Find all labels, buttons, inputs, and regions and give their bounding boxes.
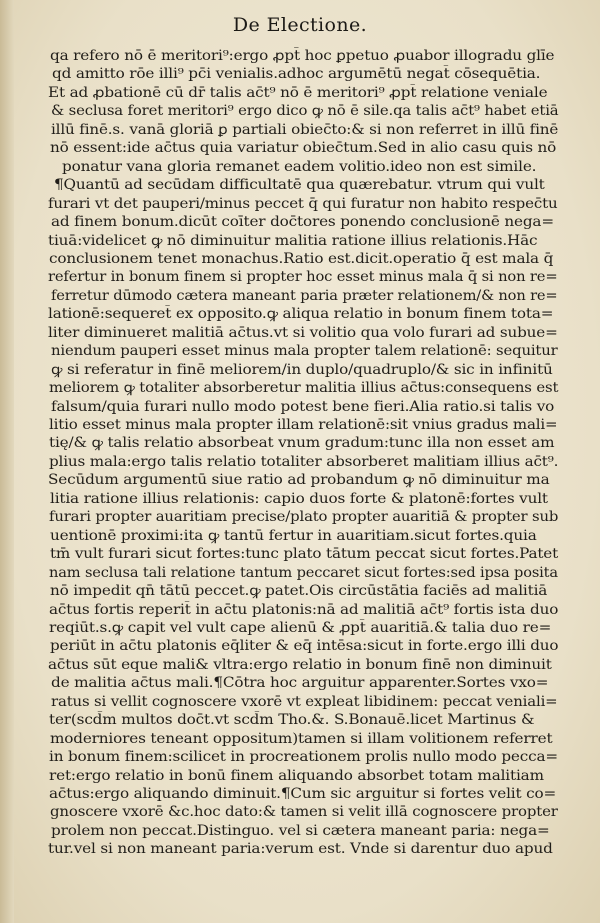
text-line: ac̄tus fortis reperit̄ in ac̄tu platonis:nā ad malitiā ac̄t⁹ fortis ista duo xyxy=(49,601,559,618)
running-head: De Electione. xyxy=(232,14,368,36)
text-line: furari propter auaritiam precise/plato propter auaritiā & propter sub xyxy=(49,509,559,526)
text-line: nō essent:ide ac̄tus quia variatur obiec̄tum.Sed in alio casu quis nō xyxy=(50,140,557,157)
text-line: refertur in bonum finem si propter hoc esset minus mala q̄ si non re= xyxy=(48,269,558,286)
text-line: ret:ergo relatio in bonū finem aliquando absorbet totam malitiam xyxy=(49,767,544,784)
text-line: de malitia ac̄tus mali.¶Cōtra hoc arguitur apparenter.Sortes vxo= xyxy=(51,675,549,692)
text-line: ad finem bonum.dicūt coīter doc̄tores ponendo conclusionē nega= xyxy=(51,214,554,231)
text-line: & seclusa foret meritori⁹ ergo dico ꝙ nō ē sile.qa talis ac̄t⁹ habet etiā xyxy=(51,103,559,120)
text-line: falsum/quia furari nullo modo potest bene fieri.Alia ratio.si talis vo xyxy=(51,398,555,415)
text-line: qa refero nō ē meritori⁹:ergo ꝓpt̄ hoc ꝑpetuo ꝓuabor illogradu glīe xyxy=(50,48,555,64)
text-line: litio esset minus mala propter illam relationē:sit vnius gradus mali= xyxy=(49,417,558,433)
text-line: conclusionem tenet monachus.Ratio est.dicit.operatio q̄ est mala q̄ xyxy=(49,250,554,267)
text-line: lationē:sequeret̄ ex opposito.ꝙ aliqua relatio in bonum finem tota= xyxy=(48,306,554,323)
text-line: qd amitto rōe illi⁹ pc̄i venialis.adhoc argumētū negat̄ cōsequētia. xyxy=(52,66,541,83)
text-line: ter(scd̄m multos doc̄t.vt scd̄m Tho.&. S.Bonauē.licet Martinus & xyxy=(49,712,535,729)
text-line: Secūdum argumentū siue ratio ad probandum ꝙ nō diminuitur ma xyxy=(48,472,550,489)
page-gutter-shadow xyxy=(0,0,14,923)
text-line: uentionē proximi:ita ꝙ tantū fertur in auaritiam.sicut fortes.quia xyxy=(50,527,537,544)
text-line: meliorem ꝙ totaliter absorberetur malitia illius ac̄tus:consequens est xyxy=(49,380,559,397)
text-line: tur.vel si non maneant paria:verum est. Vnde si darentur duo apud xyxy=(48,841,553,858)
text-line: nō impedit qn̄ tātū peccet.ꝙ patet.Ois circūstātia faciēs ad malitiā xyxy=(50,583,548,600)
text-line: ꝙ si referatur in finē meliorem/in duplo/quadruplo/& sic in infinitū xyxy=(51,361,553,378)
text-line: litia ratione illius relationis: capio duos forte & platonē:fortes vult xyxy=(50,490,548,507)
text-line: nam seclusa tali relatione tantum peccaret sicut fortes:sed ipsa posita xyxy=(49,564,558,581)
text-line: gnoscere vxorē &c.hoc dato:& tamen si velit illā cognoscere propter xyxy=(50,804,558,821)
text-line: ¶Quantū ad secūdam difficultatē qua quærebatur. vtrum qui vult xyxy=(54,177,545,194)
text-line: tię/& ꝙ talis relatio absorbeat vnum gradum:tunc illa non esset am xyxy=(49,435,555,452)
text-line: reqiūt.s.ꝙ capit vel vult cape alienū & ꝓpt̄ auaritiā.& talia duo re= xyxy=(49,619,552,636)
text-line: ratus si vellit cognoscere vxorē vt expleat libidinem: peccat veniali= xyxy=(51,693,558,710)
text-line: furari vt det pauperi/minus peccet q̄ qui furatur non habito respec̄tu xyxy=(48,195,558,212)
text-line: periūt in ac̄tu platonis eq̄liter & eq̄ intēsa:sicut in forte.ergo illi duo xyxy=(50,638,559,655)
text-line: ac̄tus sūt eque mali& vltra:ergo relatio in bonum finē non diminuit xyxy=(48,656,552,673)
text-line: liter diminueret malitiā ac̄tus.vt si volitio qua volo furari ad subue= xyxy=(48,324,558,341)
text-line: tiuā:videlicet ꝙ nō diminuitur malitia ratione illius relationis.Hāc xyxy=(48,232,538,249)
text-line: ac̄tus:ergo aliquando diminuit.¶Cum sic arguitur si fortes velit co= xyxy=(49,786,557,802)
text-line: tm̄ vult furari sicut fortes:tunc plato tātum peccat sicut fortes.Patet xyxy=(50,546,559,563)
text-line: moderniores teneant oppositum)tamen si illam volitionem referret xyxy=(50,730,553,747)
text-line: niendum pauperi esset minus mala propter talem relationē: sequitur xyxy=(51,343,558,360)
text-line: prolem non peccat.Distinguo. vel si cætera maneant paria: nega= xyxy=(51,822,550,839)
text-line: ponatur vana gloria remanet eadem volitio.ideo non est simile. xyxy=(62,158,537,175)
text-line: in bonum finem:scilicet in procreationem prolis nullo modo pecca= xyxy=(49,749,558,766)
text-line: ferretur dūmodo cætera maneant paria præter relationem/& non re= xyxy=(51,287,558,304)
text-line: plius mala:ergo talis relatio totaliter absorberet malitiam illius ac̄t⁹. xyxy=(49,453,559,470)
text-line: illū finē.s. vanā gloriā ꝑ partiali obiec̄to:& si non referret in illū finē xyxy=(51,121,559,138)
text-line: Et ad ꝓbationē cū dr̄ talis ac̄t⁹ nō ē meritori⁹ ꝓpt̄ relatione veniale xyxy=(48,84,548,101)
